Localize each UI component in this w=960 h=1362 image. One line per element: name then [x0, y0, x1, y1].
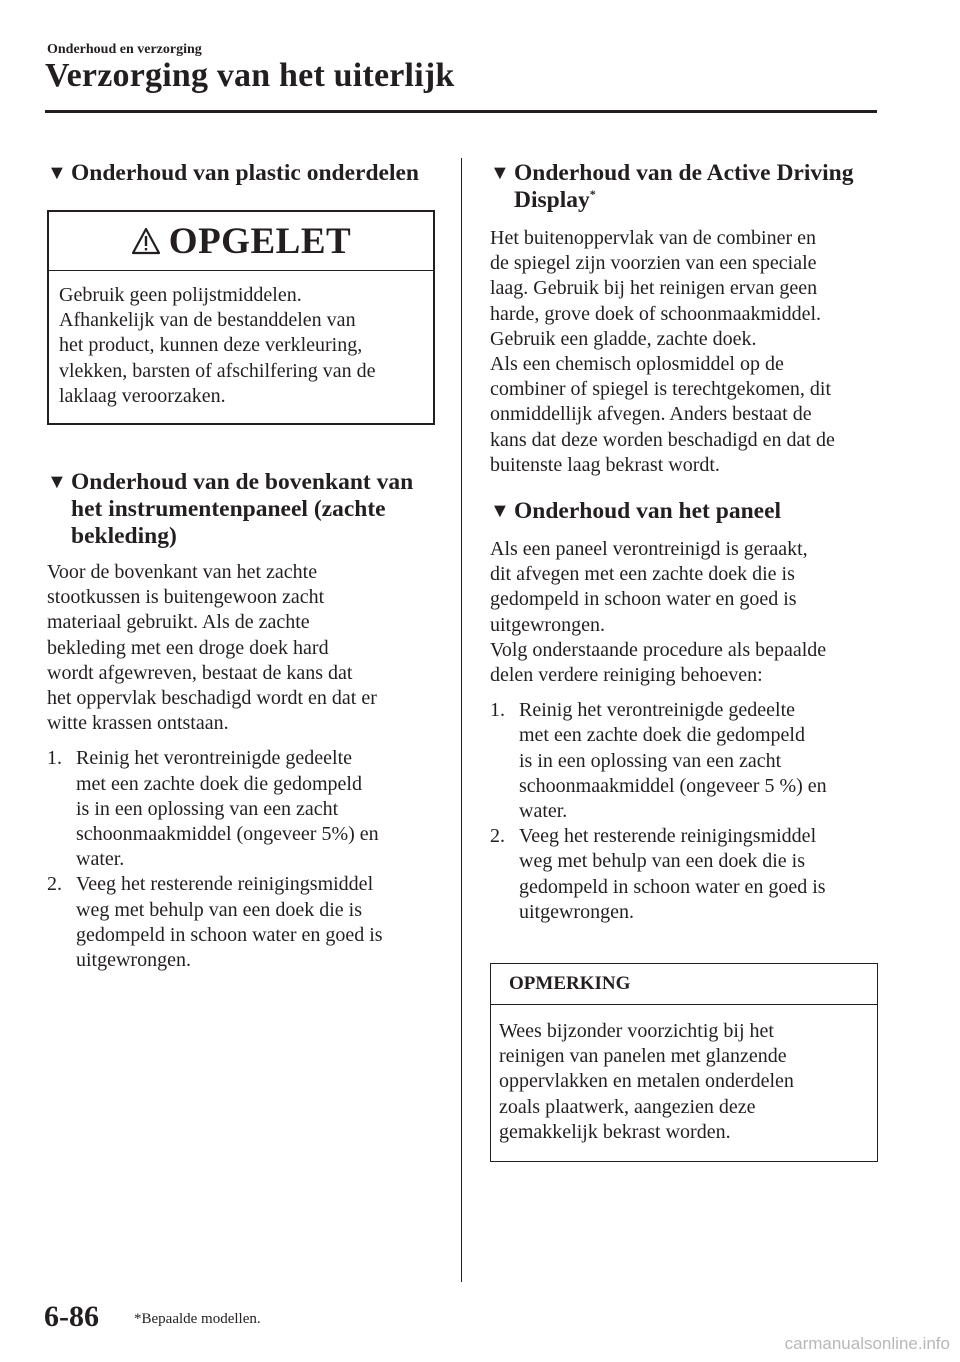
watermark: carmanualsonline.info — [784, 1334, 950, 1353]
dashboard-steps — [47, 746, 435, 973]
heading-line: bekleding) — [71, 523, 177, 550]
body-line: Voor de bovenkant van het zachte — [47, 561, 318, 584]
panel-paragraph — [490, 537, 878, 688]
heading-active-driving-display — [490, 160, 878, 214]
body-line: Volg onderstaande procedure als bepaalde — [490, 638, 827, 661]
body-line: Als een chemisch oplosmiddel op de — [490, 353, 784, 376]
body-line: bekleding met een droge doek hard — [47, 636, 329, 659]
caution-line: vlekken, barsten of afschilfering van de — [59, 359, 376, 382]
panel-steps — [490, 698, 878, 925]
down-triangle-icon: ▼ — [490, 500, 510, 523]
step-line: uitgewrongen. — [76, 949, 191, 972]
step-line: Veeg het resterende reinigingsmiddel — [519, 825, 817, 848]
note-line: oppervlakken en metalen onderdelen — [499, 1070, 794, 1093]
page-title: Verzorging van het uiterlijk — [45, 57, 455, 94]
heading-line: Onderhoud van de Active Driving — [514, 160, 854, 186]
list-item — [47, 872, 435, 973]
caution-line: het product, kunnen deze verkleuring, — [59, 334, 363, 357]
step-number: 2. — [47, 873, 62, 896]
right-column — [490, 160, 878, 1162]
heading-text: Onderhoud van plastic onderdelen — [71, 160, 419, 186]
step-line: Reinig het verontreinigde gedeelte — [519, 699, 796, 722]
footnote-marker: * — [589, 187, 596, 202]
step-line: water. — [519, 800, 568, 823]
header-rule — [45, 110, 877, 113]
left-column — [47, 160, 435, 973]
dashboard-paragraph — [47, 560, 435, 736]
heading-panel — [490, 498, 878, 525]
body-line: wordt afgewreven, bestaat de kans dat — [47, 661, 353, 684]
step-number: 1. — [490, 699, 505, 722]
step-line: water. — [76, 848, 125, 871]
warning-triangle-icon — [131, 227, 161, 255]
heading-text — [71, 469, 413, 550]
step-text — [519, 698, 827, 824]
body-line: combiner of spiegel is terechtgekomen, dit — [490, 378, 832, 401]
caution-body — [49, 271, 433, 423]
step-line: schoonmaakmiddel (ongeveer 5%) en — [76, 823, 379, 846]
step-line: gedompeld in schoon water en goed is — [519, 875, 826, 898]
step-line: met een zachte doek die gedompeld — [519, 724, 805, 747]
body-line: laag. Gebruik bij het reinigen ervan geen — [490, 277, 818, 300]
caution-box — [47, 210, 435, 425]
list-item — [490, 698, 878, 824]
body-line: witte krassen ontstaan. — [47, 712, 229, 735]
caution-line: Afhankelijk van de bestanddelen van — [59, 309, 356, 332]
footnote: *Bepaalde modellen. — [134, 1311, 261, 1327]
body-line: harde, grove doek of schoonmaakmiddel. — [490, 302, 822, 325]
body-line: Het buitenoppervlak van de combiner en — [490, 227, 816, 249]
body-line: delen verdere reiniging behoeven: — [490, 664, 763, 687]
caution-label: OPGELET — [168, 220, 352, 262]
note-line: reinigen van panelen met glanzende — [499, 1045, 787, 1068]
column-divider — [461, 158, 462, 1282]
step-line: is in een oplossing van een zacht — [76, 797, 339, 820]
step-line: uitgewrongen. — [519, 900, 634, 923]
heading-line — [514, 187, 853, 214]
caution-line: laklaag veroorzaken. — [59, 384, 226, 407]
heading-text: Onderhoud van het paneel — [514, 498, 782, 525]
step-text — [76, 872, 383, 973]
page-number: 6-86 — [44, 1300, 99, 1333]
step-line: weg met behulp van een doek die is — [519, 850, 806, 873]
heading-plastic-parts — [47, 160, 435, 187]
step-line: is in een oplossing van een zacht — [519, 749, 782, 772]
step-text — [519, 824, 826, 925]
body-line: de spiegel zijn voorzien van een speciale — [490, 252, 817, 275]
body-line: gedompeld in schoon water en goed is — [490, 588, 797, 611]
down-triangle-icon: ▼ — [490, 162, 510, 184]
body-line: Als een paneel verontreinigd is geraakt, — [490, 538, 808, 561]
note-body — [491, 1005, 877, 1161]
display-paragraph — [490, 226, 878, 478]
step-line: Reinig het verontreinigde gedeelte — [76, 747, 353, 770]
note-line: zoals plaatwerk, aangezien deze — [499, 1095, 756, 1118]
body-line: uitgewrongen. — [490, 613, 605, 636]
step-line: gedompeld in schoon water en goed is — [76, 923, 383, 946]
step-line: schoonmaakmiddel (ongeveer 5 %) en — [519, 774, 827, 797]
heading-line: Onderhoud van de bovenkant van — [71, 469, 414, 496]
heading-text — [514, 160, 853, 214]
note-header: OPMERKING — [491, 964, 877, 1005]
list-item — [47, 746, 435, 872]
body-line: buitenste laag bekrast wordt. — [490, 453, 720, 476]
heading-line-text: Display — [514, 187, 590, 213]
step-line: Veeg het resterende reinigingsmiddel — [76, 873, 374, 896]
heading-line: het instrumentenpaneel (zachte — [71, 496, 386, 523]
body-line: Gebruik een gladde, zachte doek. — [490, 327, 757, 350]
body-line: onmiddellijk afvegen. Anders bestaat de — [490, 403, 812, 426]
step-number: 2. — [490, 825, 505, 848]
note-box — [490, 963, 878, 1162]
body-line: kans dat deze worden beschadigd en dat de — [490, 428, 835, 451]
step-number: 1. — [47, 747, 62, 770]
note-line: gemakkelijk bekrast worden. — [499, 1120, 731, 1143]
step-line: weg met behulp van een doek die is — [76, 898, 363, 921]
caution-line: Gebruik geen polijstmiddelen. — [59, 284, 302, 306]
body-line: materiaal gebruikt. Als de zachte — [47, 611, 310, 634]
body-line: het oppervlak beschadigd wordt en dat er — [47, 687, 377, 710]
caution-header — [49, 212, 433, 271]
down-triangle-icon: ▼ — [47, 471, 67, 494]
heading-dashboard-top — [47, 469, 435, 550]
body-line: dit afvegen met een zachte doek die is — [490, 563, 795, 586]
down-triangle-icon: ▼ — [47, 162, 67, 184]
body-line: stootkussen is buitengewoon zacht — [47, 586, 325, 609]
step-text — [76, 746, 379, 872]
note-line: Wees bijzonder voorzichtig bij het — [499, 1020, 774, 1043]
section-label: Onderhoud en verzorging — [47, 42, 202, 57]
step-line: met een zachte doek die gedompeld — [76, 772, 362, 795]
list-item — [490, 824, 878, 925]
